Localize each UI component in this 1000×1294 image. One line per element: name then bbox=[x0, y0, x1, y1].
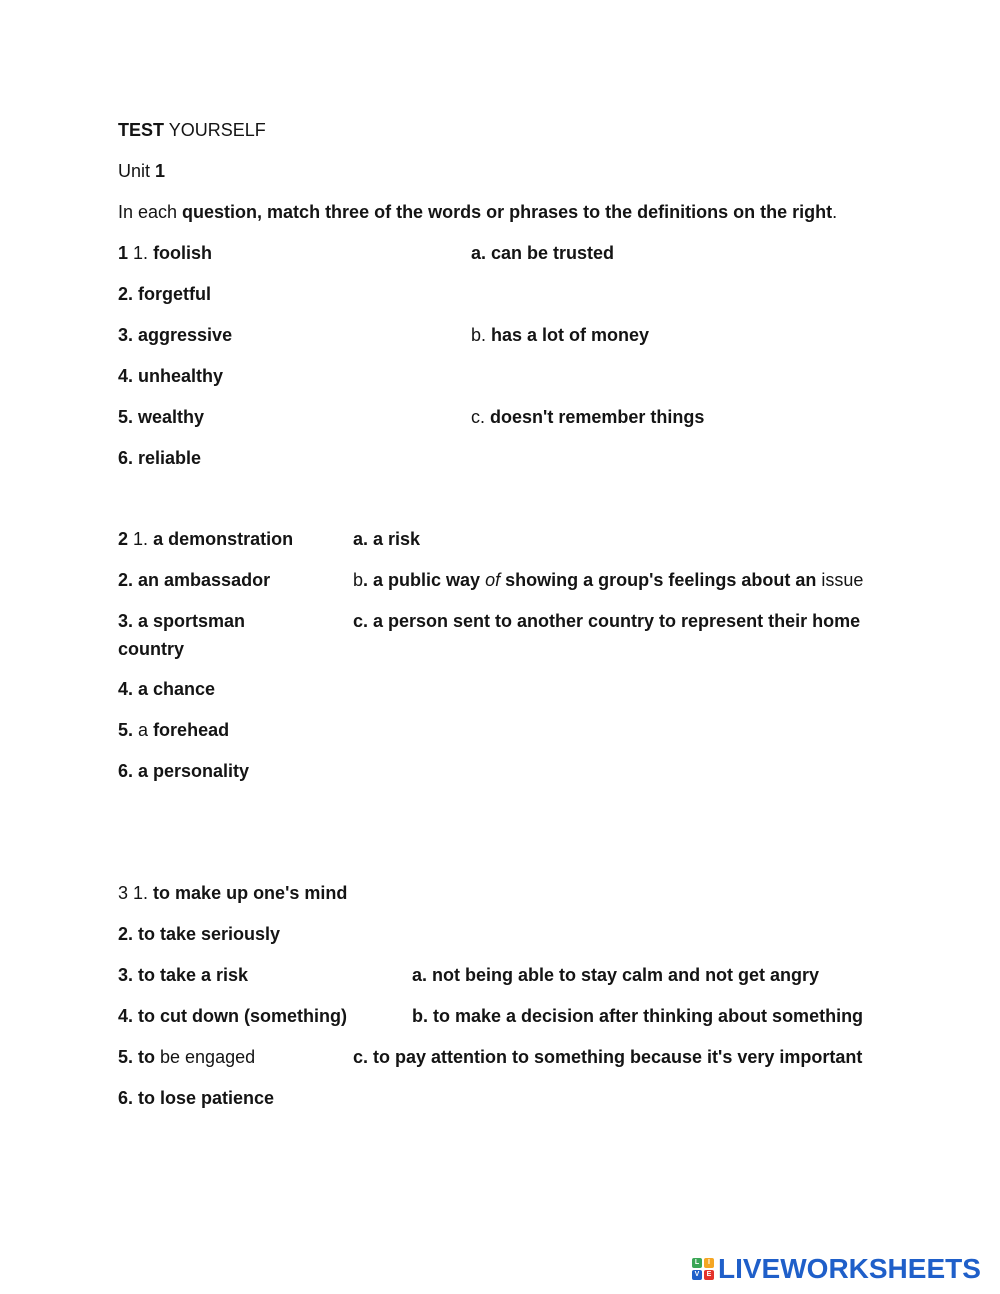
q2-item-4: 4. a chance bbox=[118, 679, 216, 699]
q1-item-1: 1 1. foolish bbox=[118, 243, 213, 263]
q2-item-5: 5. a forehead bbox=[118, 720, 230, 740]
q3-item-3: 3. to take a risk bbox=[118, 965, 249, 985]
instructions: In each question, match three of the words or phrases to the definitions on the right. bbox=[118, 202, 838, 222]
q2-def-b: b. a public way of showing a group's feelings about an issue bbox=[353, 570, 864, 590]
q1-def-b: b. has a lot of money bbox=[471, 325, 650, 345]
q2-item-3-wrap: country bbox=[118, 639, 185, 659]
q3-item-5: 5. to be engaged bbox=[118, 1047, 256, 1067]
logo-text: LIVEWORKSHEETS bbox=[718, 1253, 981, 1284]
worksheet-title: TEST YOURSELF bbox=[118, 120, 266, 140]
q2-def-a: a. a risk bbox=[353, 529, 421, 549]
q3-item-2: 2. to take seriously bbox=[118, 924, 281, 944]
q1-item-2: 2. forgetful bbox=[118, 284, 211, 304]
q1-item-6: 6. reliable bbox=[118, 448, 202, 468]
q2-item-6: 6. a personality bbox=[118, 761, 250, 781]
liveworksheets-logo bbox=[692, 1255, 981, 1283]
q3-def-a: a. not being able to stay calm and not get angry bbox=[412, 965, 820, 985]
q2-item-1: 2 1. a demonstration bbox=[118, 529, 294, 549]
q3-def-c: c. to pay attention to something because it's very important bbox=[353, 1047, 863, 1067]
q3-def-b: b. to make a decision after thinking about something bbox=[412, 1006, 864, 1026]
q2-item-2: 2. an ambassador bbox=[118, 570, 271, 590]
q1-item-5: 5. wealthy bbox=[118, 407, 205, 427]
q1-def-c: c. doesn't remember things bbox=[471, 407, 705, 427]
liveworksheets-logo-icon: L I V E bbox=[692, 1258, 714, 1280]
q1-def-a: a. can be trusted bbox=[471, 243, 615, 263]
q2-item-3: 3. a sportsman bbox=[118, 611, 246, 631]
q3-item-4: 4. to cut down (something) bbox=[118, 1006, 347, 1026]
q3-item-1: 3 1. to make up one's mind bbox=[118, 883, 348, 903]
unit-label: Unit 1 bbox=[118, 161, 166, 181]
q2-def-c: c. a person sent to another country to represent their home bbox=[353, 611, 861, 631]
q1-item-4: 4. unhealthy bbox=[118, 366, 224, 386]
q3-item-6: 6. to lose patience bbox=[118, 1088, 275, 1108]
q1-item-3: 3. aggressive bbox=[118, 325, 233, 345]
